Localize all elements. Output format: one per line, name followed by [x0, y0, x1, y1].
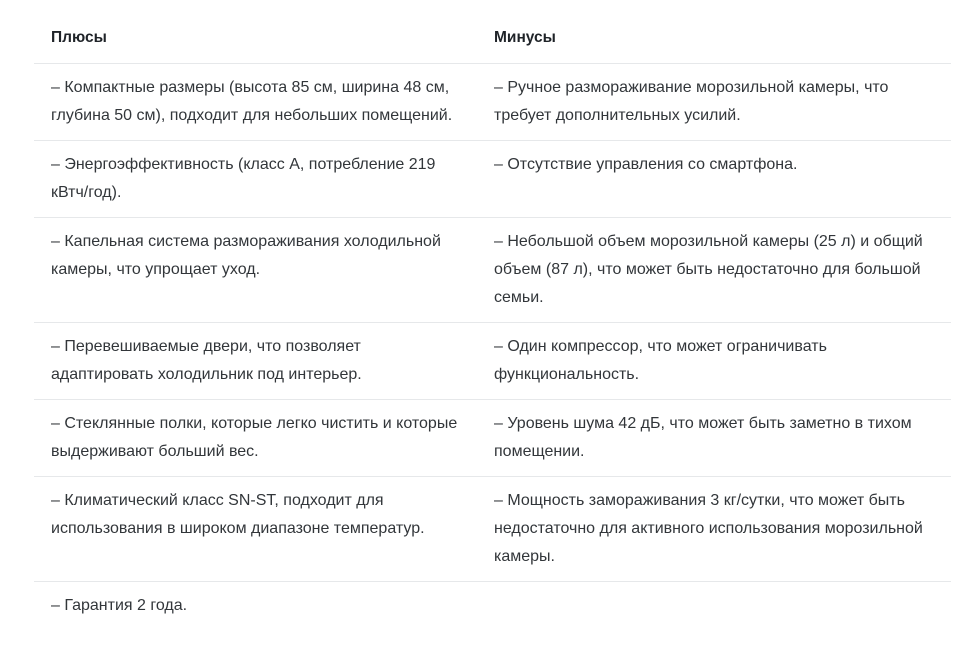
con-cell: – Мощность замораживания 3 кг/сутки, что может быть недостаточно для активного использования морозильной камеры.	[477, 477, 951, 582]
pros-cons-table	[34, 10, 951, 630]
con-cell: – Отсутствие управления со смартфона.	[477, 141, 951, 218]
table-row	[34, 582, 951, 631]
header-row	[34, 10, 951, 64]
pro-cell: – Стеклянные полки, которые легко чистить и которые выдерживают больший вес.	[34, 400, 477, 477]
con-cell: – Один компрессор, что может ограничивать функциональность.	[477, 323, 951, 400]
pro-cell: – Климатический класс SN-ST, подходит для использования в широком диапазоне температур.	[34, 477, 477, 582]
table-row	[34, 323, 951, 400]
con-cell: – Уровень шума 42 дБ, что может быть заметно в тихом помещении.	[477, 400, 951, 477]
header-pros: Плюсы	[34, 10, 477, 64]
header-cons: Минусы	[477, 10, 951, 64]
pro-cell: – Гарантия 2 года.	[51, 597, 188, 614]
table-row	[34, 400, 951, 477]
con-cell: – Ручное размораживание морозильной камеры, что требует дополнительных усилий.	[477, 64, 951, 141]
table-row	[34, 218, 951, 323]
pro-cell: – Компактные размеры (высота 85 см, ширина 48 см, глубина 50 см), подходит для небольших помещений.	[34, 64, 477, 141]
table-row	[34, 64, 951, 141]
table-row	[34, 141, 951, 218]
pro-cell: – Капельная система размораживания холодильной камеры, что упрощает уход.	[34, 218, 477, 323]
table-row	[34, 477, 951, 582]
con-cell	[477, 582, 951, 631]
pro-cell: – Энергоэффективность (класс А, потребление 219 кВтч/год).	[34, 141, 477, 218]
pro-cell: – Перевешиваемые двери, что позволяет адаптировать холодильник под интерьер.	[34, 323, 477, 400]
con-cell: – Небольшой объем морозильной камеры (25 л) и общий объем (87 л), что может быть недостаточно для большой семьи.	[477, 218, 951, 323]
